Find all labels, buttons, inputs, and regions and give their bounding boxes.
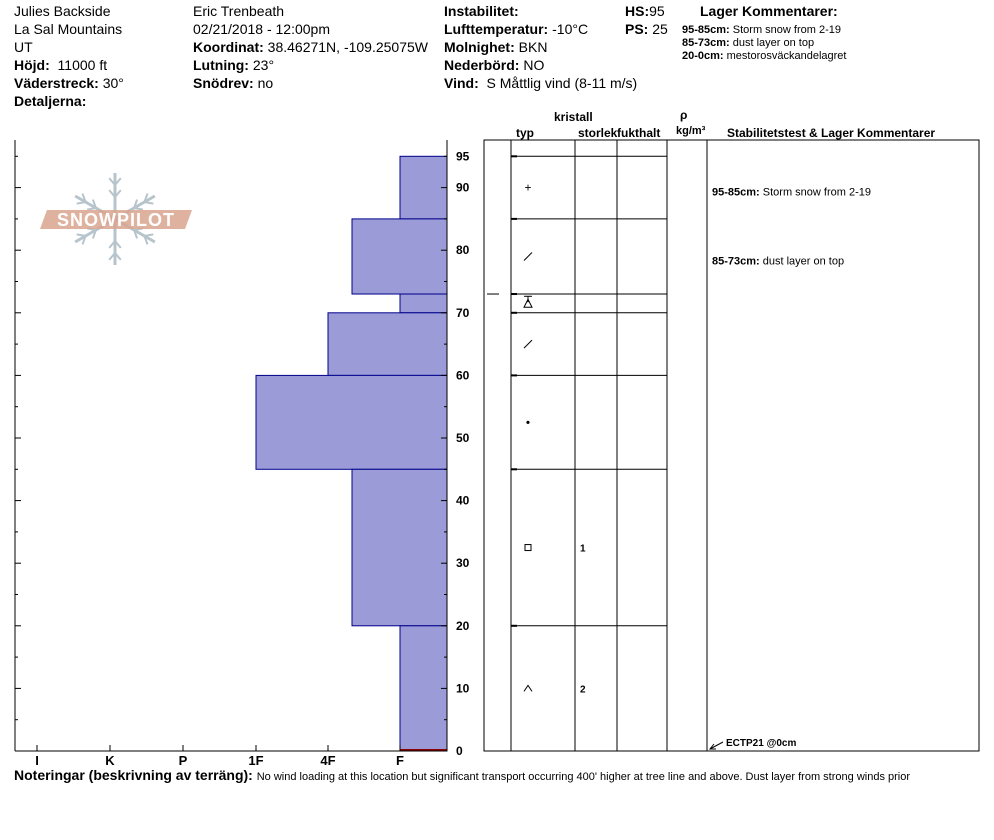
crystal-symbols	[524, 181, 586, 696]
stability-comment-text: dust layer on top	[762, 255, 845, 268]
crystal-header: kristall	[554, 110, 593, 124]
sky-label: Molnighet:	[444, 39, 515, 55]
hardness-bar	[400, 156, 447, 219]
depth-tick-label: 90	[456, 180, 470, 195]
crystal-symbol: •	[525, 415, 531, 430]
layer-comment-range: 95-85cm:	[682, 24, 730, 36]
size-header: storlek	[578, 126, 618, 140]
layer-comment-text: Storm snow from 2-19	[732, 24, 841, 36]
depth-tick-label: 70	[456, 305, 470, 320]
test-label: ECTP21 @0cm	[726, 738, 797, 749]
crystal-symbol	[524, 252, 532, 260]
hardness-tick-label: K	[105, 753, 115, 768]
crystal-symbol	[524, 296, 532, 307]
aspect-value: 30°	[102, 75, 124, 91]
hardness-tick-label: I	[35, 753, 39, 768]
crystal-symbol	[525, 545, 531, 551]
state: UT	[14, 39, 33, 55]
instability-label: Instabilitet:	[444, 3, 519, 19]
hardness-bars	[256, 156, 447, 751]
observer: Eric Trenbeath	[193, 3, 285, 19]
type-header: typ	[516, 126, 534, 140]
drift-label: Snödrev:	[193, 75, 254, 91]
precip-value: NO	[523, 57, 545, 73]
hardness-tick-label: 1F	[248, 753, 264, 768]
hardness-bar	[256, 375, 447, 469]
stability-comments	[710, 187, 871, 749]
wind-value: S Måttlig vind (8-11 m/s)	[486, 75, 638, 91]
notes-text: No wind loading at this location but significant transport occurring 400' higher at tree line and above. Dust layer from strong winds prior	[256, 771, 910, 783]
depth-tick-label: 95	[456, 149, 470, 164]
hardness-bar	[352, 219, 447, 294]
snowflake-branch	[77, 202, 86, 204]
chart-frames	[15, 140, 979, 751]
sky-value: BKN	[518, 39, 548, 55]
precip-label: Nederbörd:	[444, 57, 520, 73]
air-temp-label: Lufttemperatur:	[444, 21, 549, 37]
depth-tick-label: 50	[456, 431, 470, 445]
table-frame	[484, 140, 979, 751]
hs-value: 95	[649, 3, 665, 19]
depth-tick-label: 0	[456, 744, 463, 758]
depth-tick-label: 20	[456, 618, 470, 633]
stability-comment-range: 95-85cm:	[712, 186, 763, 199]
crystal-symbol: +	[524, 180, 532, 195]
depth-tick-label: 10	[456, 681, 470, 696]
slope-value: 23°	[252, 57, 275, 73]
location-name: Julies Backside	[14, 3, 111, 19]
density-unit: kg/m³	[676, 125, 706, 137]
layer-comment-text: dust layer on top	[732, 37, 815, 49]
slope-label: Lutning:	[193, 57, 249, 73]
snowflake-branch	[77, 234, 86, 236]
wind-label: Vind:	[444, 75, 479, 91]
crystal-symbol	[524, 340, 532, 348]
stability-comment-range: 85-73cm:	[712, 255, 763, 268]
air-temp-value: -10°C	[552, 21, 589, 37]
snowflake-branch	[144, 202, 153, 204]
stability-comment-text: Storm snow from 2-19	[762, 186, 871, 199]
details-label: Detaljerna:	[14, 93, 87, 109]
depth-tick-label: 60	[456, 368, 470, 383]
stability-comment	[712, 187, 871, 199]
hardness-bar	[352, 469, 447, 626]
stability-header: Stabilitetstest & Lager Kommentarer	[727, 126, 936, 140]
hardness-bar	[400, 626, 447, 751]
date-time: 02/21/2018 - 12:00pm	[193, 21, 330, 37]
hardness-tick-label: F	[396, 753, 404, 768]
mountain-range: La Sal Mountains	[14, 21, 123, 37]
notes-row	[14, 767, 910, 786]
aspect-label: Väderstreck:	[14, 75, 99, 91]
layer-comment-range: 85-73cm:	[682, 37, 730, 49]
layer-boundaries	[487, 156, 667, 626]
hardness-tick-label: 4F	[320, 753, 336, 768]
snowflake-branch	[144, 234, 153, 236]
layer-comment-range: 20-0cm:	[682, 50, 724, 62]
depth-tick-label: 80	[456, 243, 470, 258]
density-symbol: ρ	[680, 108, 688, 122]
elevation-label: Höjd:	[14, 57, 50, 73]
depth-tick-label: 40	[456, 493, 470, 508]
test-arrow	[710, 742, 723, 749]
coordinate-value: 38.46271N, -109.25075W	[267, 39, 428, 55]
snowpilot-watermark	[40, 173, 192, 265]
ps-value: 25	[652, 21, 668, 37]
layer-comments-title: Lager Kommentarer:	[700, 3, 838, 19]
hardness-tick-label: P	[178, 753, 188, 768]
coordinate-label: Koordinat:	[193, 39, 264, 55]
stability-comment	[712, 255, 844, 267]
moisture-header: fukthalt	[617, 126, 661, 140]
hardness-bar	[328, 313, 447, 376]
depth-tick-label: 30	[456, 556, 470, 571]
watermark-text: SNOWPILOT	[57, 210, 175, 230]
ps-label: PS:	[625, 21, 649, 37]
hs-label: HS:	[625, 3, 650, 19]
crystal-size: 2	[580, 684, 586, 696]
elevation-value: 11000 ft	[57, 57, 108, 73]
drift-value: no	[257, 75, 274, 91]
layer-comment-text: mestorosväckandelagret	[726, 50, 847, 62]
notes-label: Noteringar (beskrivning av terräng):	[14, 767, 253, 783]
hardness-bar	[400, 294, 447, 313]
crystal-size: 1	[580, 543, 586, 555]
crystal-symbol	[524, 685, 532, 691]
hardness-axis	[35, 745, 404, 768]
